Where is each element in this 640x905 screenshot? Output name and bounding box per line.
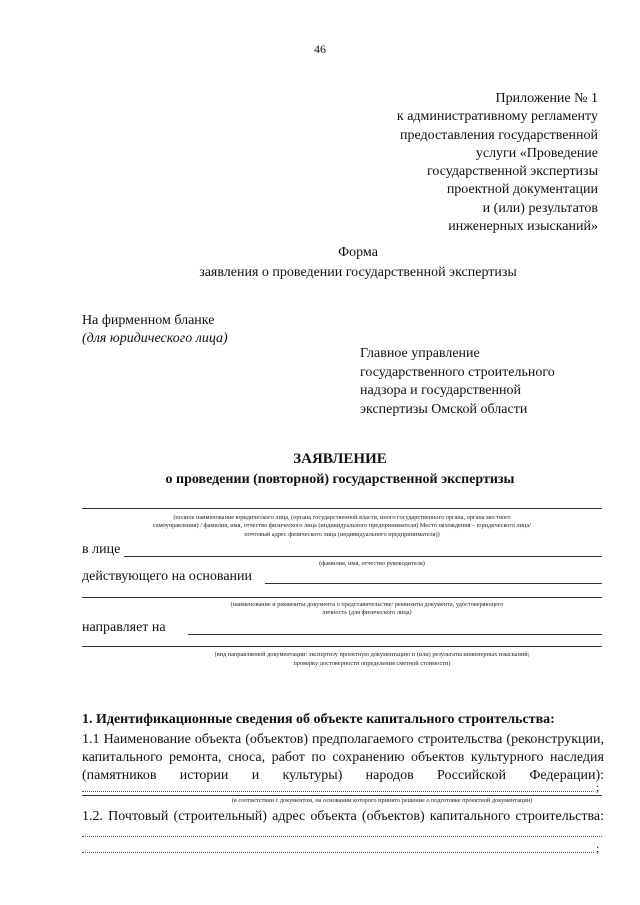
address-field-line[interactable] <box>82 836 602 837</box>
document-title-main: ЗАЯВЛЕНИЕ <box>293 451 387 467</box>
document-title-sub: о проведении (повторной) государственной экспертизы <box>165 472 515 487</box>
basis-field-line[interactable] <box>265 583 602 584</box>
paragraph-line: 1.2. Почтовый (строительный) адрес объекта (объектов) капитального строительства: <box>82 809 604 824</box>
in-person-label: в лице <box>82 542 121 557</box>
form-title-line: заявления о проведении государственной экспертизы <box>199 265 517 280</box>
appendix-line: предоставления государственной <box>399 127 598 143</box>
letterhead-note <box>82 312 228 348</box>
sends-field-line-2[interactable] <box>82 646 602 647</box>
appendix-line: государственной экспертизы <box>426 164 598 180</box>
recipient-block <box>360 345 555 419</box>
basis-note: (наименование и реквизиты документа о представительстве/ реквизиты документа, удостоверяющего <box>230 601 504 608</box>
basis-field-line-2[interactable] <box>82 597 602 598</box>
appendix-line: к административному регламенту <box>396 109 598 125</box>
paragraph-line: (памятников истории и культуры) народов Российской Федерации): <box>82 768 604 783</box>
sends-field-line[interactable] <box>188 634 602 635</box>
applicant-note: (полное наименование юридического лица, (органа государственной власти, иного государственного органа, органа местного <box>173 514 511 521</box>
object-name-field-line[interactable] <box>82 791 594 792</box>
sends-note: (вид направляемой документации: экспертизу проектную документацию и (или) результаты инженерных изысканий; <box>214 651 530 658</box>
letterhead-subline: (для юридического лица) <box>82 331 228 346</box>
form-title-line: Форма <box>338 245 378 260</box>
appendix-line: проектной документации <box>446 182 598 198</box>
address-field-line-2[interactable] <box>82 852 594 853</box>
section-heading: 1. Идентификационные сведения об объекте капитального строительства: <box>82 712 555 727</box>
recipient-line: экспертизы Омской области <box>360 401 528 417</box>
applicant-field-line[interactable] <box>82 508 602 509</box>
object-name-note: (в соответствии с документом, на основании которого принято решение о подготовке проектной документации) <box>231 797 533 804</box>
semicolon-mark: ; <box>596 780 600 794</box>
object-name-underline <box>82 795 602 796</box>
paragraph-line: 1.1 Наименование объекта (объектов) предполагаемого строительства (реконструкции, <box>82 732 604 747</box>
basis-label: действующего на основании <box>82 569 253 584</box>
sends-label: направляет на <box>82 620 166 635</box>
basis-note: личность (для физического лица) <box>322 609 412 616</box>
recipient-line: Главное управление <box>360 346 480 361</box>
recipient-line: надзора и государственной <box>360 383 521 398</box>
appendix-header <box>278 90 598 236</box>
semicolon-mark: ; <box>596 841 600 855</box>
appendix-line: и (или) результатов <box>482 200 598 216</box>
appendix-line: инженерных изысканий» <box>448 219 598 235</box>
applicant-note: почтовый адрес физического лица (индивидуального предпринимателя)) <box>244 531 440 538</box>
document-title <box>0 449 640 490</box>
page-number: 46 <box>314 42 326 56</box>
appendix-line: Приложение № 1 <box>495 91 598 106</box>
form-title <box>0 244 640 282</box>
paragraph-line: капитального ремонта, сноса, работ по сохранению объектов культурного наследия <box>82 750 604 765</box>
in-person-note: (фамилия, имя, отчество руководителя) <box>319 560 425 567</box>
in-person-field-line[interactable] <box>124 556 602 557</box>
recipient-line: государственного строительного <box>360 364 555 380</box>
letterhead-line: На фирменном бланке <box>82 313 215 328</box>
sends-note: проверку достоверности определения сметной стоимости) <box>293 660 451 667</box>
appendix-line: услуги «Проведение <box>475 145 598 161</box>
applicant-note: самоуправления) / фамилия, имя, отчество физического лица (индивидуального предпринимателя) Место нахождения – юридического лица/ <box>153 522 531 529</box>
